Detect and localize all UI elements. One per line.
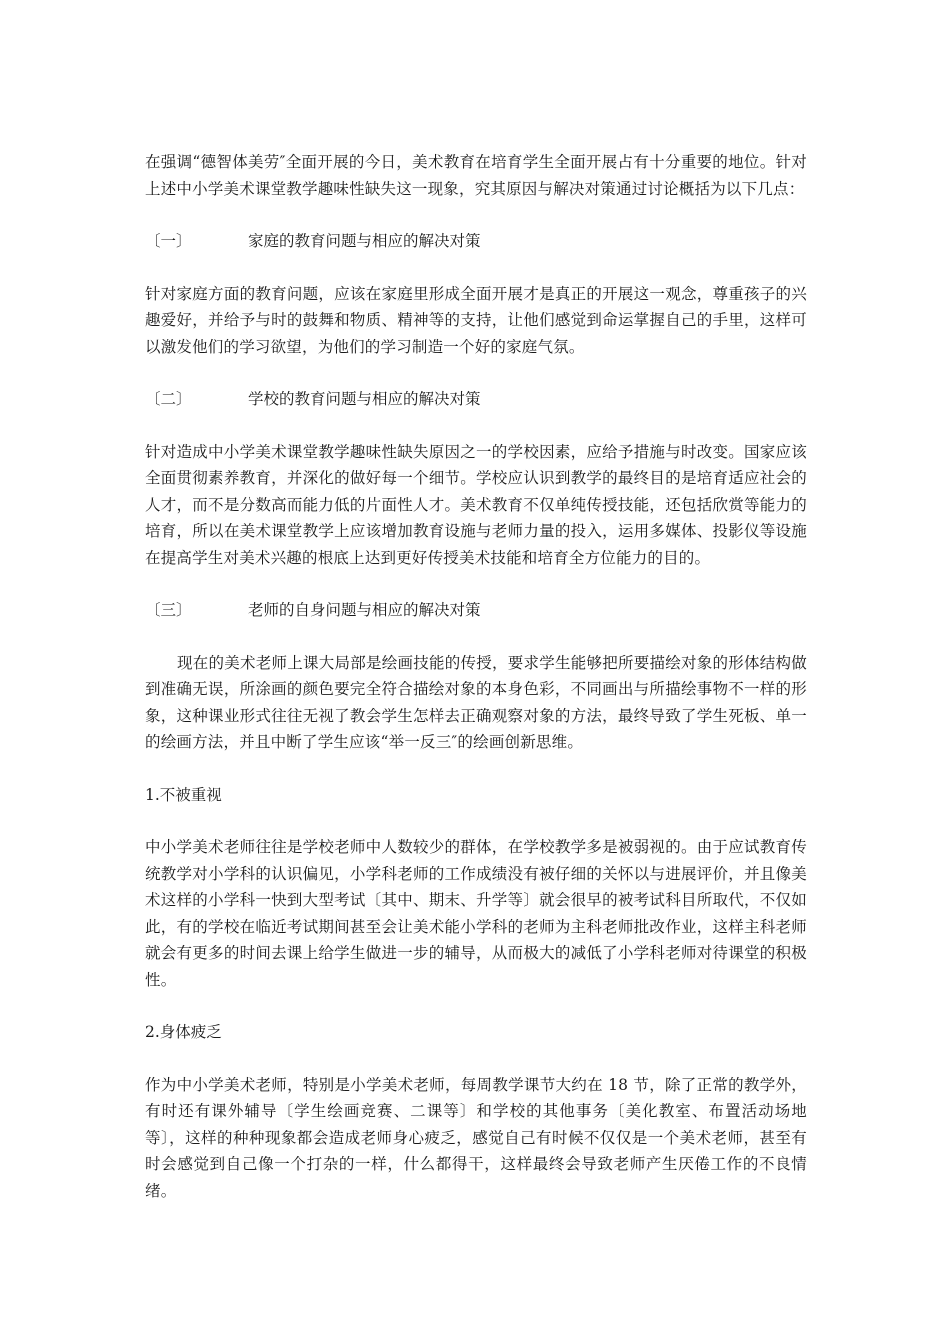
section-2-body: 针对造成中小学美术课堂教学趣味性缺失原因之一的学校因素，应给予措施与时改变。国家应该全面贯彻素养教育，并深化的做好每一个细节。学校应认识到教学的最终目的是培育适应社会的人才，而不是分数高而能力低的片面性人才。美术教育不仅单纯传授技能，还包括欣赏等能力的培育，所以在美术课堂教学上应该增加教育设施与老师力量的投入，运用多媒体、投影仪等设施在提高学生对美术兴趣的根底上达到更好传授美术技能和培育全方位能力的目的。: [145, 442, 807, 567]
subsection-2-body: 作为中小学美术老师，特别是小学美术老师，每周教学课节大约在 18 节，除了正常的教学外，有时还有课外辅导〔学生绘画竞赛、二课等〕和学校的其他事务〔美化教室、布置活动场地等〕，这样的种种现象都会造成老师身心疲乏，感觉自己有时候不仅仅是一个美术老师，甚至有时会感觉到自己像一个打杂的一样，什么都得干，这样最终会导致老师产生厌倦工作的不良情绪。: [145, 1075, 807, 1200]
document-page: [145, 149, 807, 1230]
subsection-heading-1: 1.不被重视: [145, 785, 222, 804]
section-number: 〔二〕: [145, 390, 192, 408]
section-1-body: 针对家庭方面的教育问题，应该在家庭里形成全面开展才是真正的开展这一观念，尊重孩子的兴趣爱好，并给予与时的鼓舞和物质、精神等的支持，让他们感觉到命运掌握自己的手里，这样可以激发他们的学习欲望，为他们的学习制造一个好的家庭气氛。: [145, 284, 807, 356]
subsection-heading-2: 2.身体疲乏: [145, 1023, 222, 1041]
section-title: 老师的自身问题与相应的解决对策: [248, 601, 481, 619]
section-3-body: 现在的美术老师上课大局部是绘画技能的传授，要求学生能够把所要描绘对象的形体结构做到准确无误，所涂画的颜色要完全符合描绘对象的本身色彩，不同画出与所描绘事物不一样的形象，这种课业形式往往无视了教会学生怎样去正确观察对象的方法，最终导致了学生死板、单一的绘画方法，并且中断了学生应该“举一反三″的绘画创新思维。: [145, 653, 807, 751]
section-title: 家庭的教育问题与相应的解决对策: [248, 232, 481, 250]
section-number: 〔一〕: [145, 232, 192, 250]
section-heading-3: [145, 597, 807, 624]
section-heading-2: [145, 386, 807, 413]
subsection-1-body: 中小学美术老师往往是学校老师中人数较少的群体，在学校教学多是被弱视的。由于应试教育传统教学对小学科的认识偏见，小学科老师的工作成绩没有被仔细的关怀以与进展评价，并且像美术这样的小学科一快到大型考试〔其中、期末、升学等〕就会很早的被考试科目所取代，不仅如此，有的学校在临近考试期间甚至会让美术能小学科的老师为主科老师批改作业，这样主科老师就会有更多的时间去课上给学生做进一步的辅导，从而极大的减低了小学科老师对待课堂的积极性。: [145, 838, 807, 989]
section-heading-1: [145, 228, 807, 255]
section-number: 〔三〕: [145, 601, 192, 619]
intro-paragraph: 在强调“德智体美劳″全面开展的今日，美术教育在培育学生全面开展占有十分重要的地位。针对上述中小学美术课堂教学趣味性缺失这一现象，究其原因与解决对策通过讨论概括为以下几点：: [145, 153, 807, 198]
section-title: 学校的教育问题与相应的解决对策: [248, 390, 481, 408]
